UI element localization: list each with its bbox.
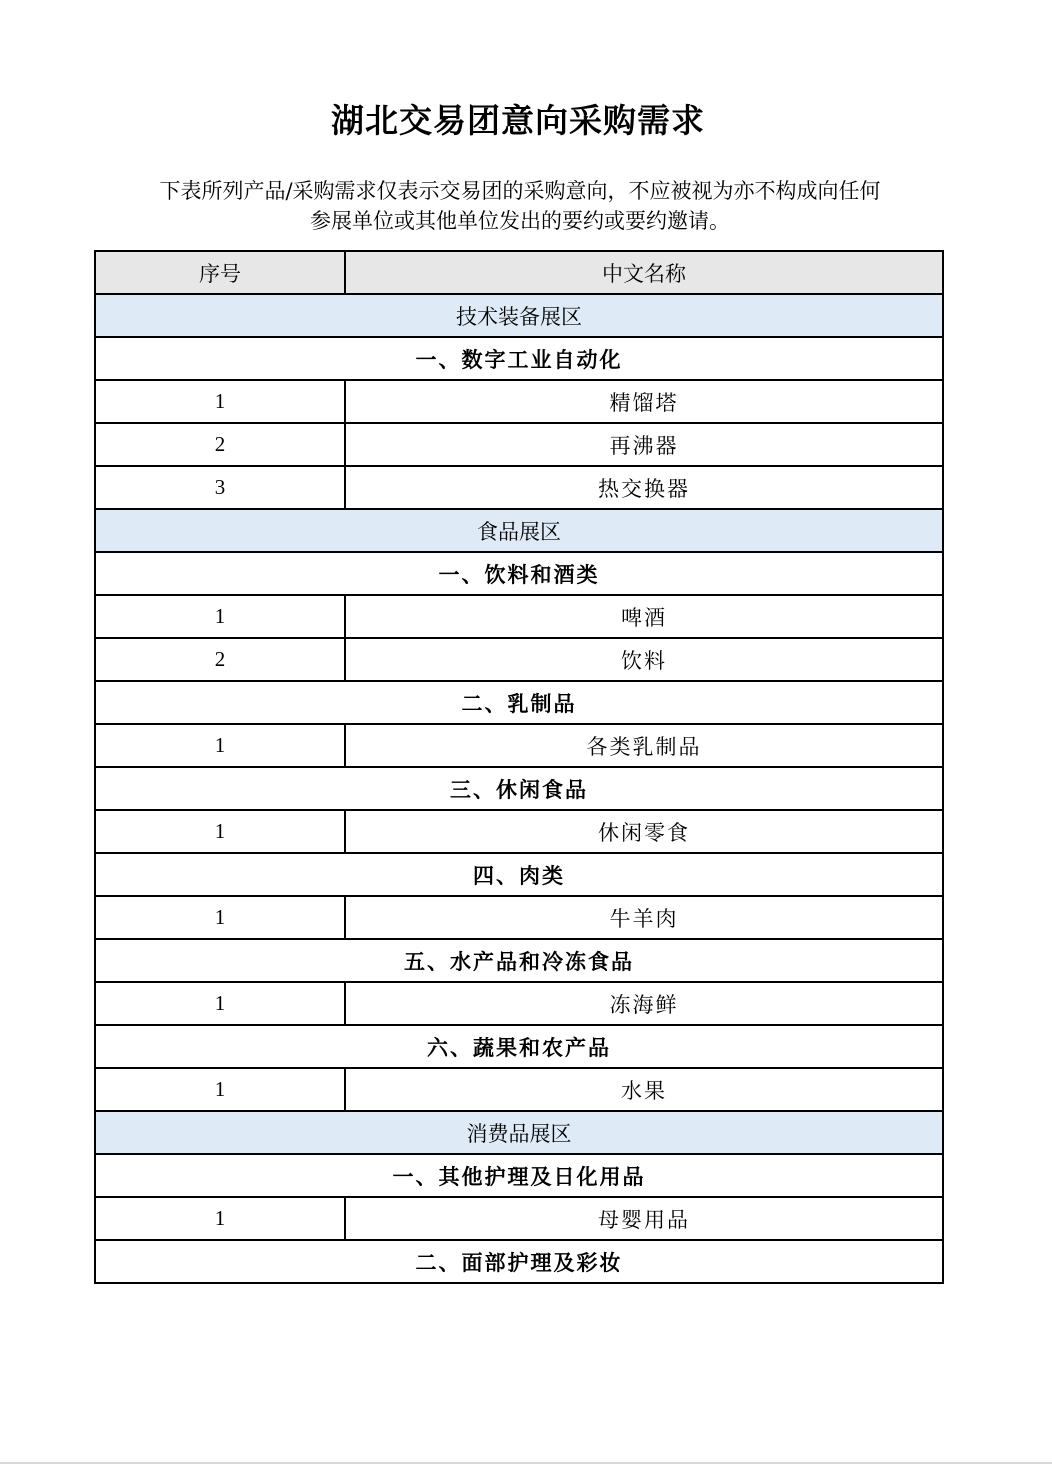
category-row: [95, 853, 943, 896]
header-chinese-name: 中文名称: [345, 251, 943, 294]
item-serial-number: 1: [95, 724, 345, 767]
item-serial-number: 1: [95, 595, 345, 638]
category-title: 二、面部护理及彩妆: [95, 1240, 943, 1283]
category-row: [95, 767, 943, 810]
table-row: [95, 896, 943, 939]
table-row: [95, 810, 943, 853]
page-title: 湖北交易团意向采购需求: [331, 101, 705, 140]
purchase-table: [94, 250, 944, 1284]
page-bottom-divider: [0, 1462, 1052, 1464]
item-name: 饮料: [345, 638, 943, 681]
zone-title: 食品展区: [95, 509, 943, 552]
zone-row: [95, 294, 943, 337]
table-header-row: [95, 251, 943, 294]
category-title: 三、休闲食品: [95, 767, 943, 810]
table-row: [95, 466, 943, 509]
zone-row: [95, 509, 943, 552]
table-body: [95, 294, 943, 1283]
item-name: 各类乳制品: [345, 724, 943, 767]
table-row: [95, 380, 943, 423]
item-name: 冻海鲜: [345, 982, 943, 1025]
table-row: [95, 724, 943, 767]
table-row: [95, 595, 943, 638]
item-serial-number: 3: [95, 466, 345, 509]
item-name: 精馏塔: [345, 380, 943, 423]
intro-paragraph: [96, 176, 944, 236]
category-row: [95, 337, 943, 380]
category-title: 五、水产品和冷冻食品: [95, 939, 943, 982]
category-row: [95, 681, 943, 724]
item-serial-number: 2: [95, 638, 345, 681]
item-serial-number: 1: [95, 982, 345, 1025]
category-row: [95, 552, 943, 595]
item-serial-number: 2: [95, 423, 345, 466]
item-serial-number: 1: [95, 1197, 345, 1240]
category-title: 四、肉类: [95, 853, 943, 896]
category-row: [95, 1154, 943, 1197]
category-title: 一、数字工业自动化: [95, 337, 943, 380]
item-name: 母婴用品: [345, 1197, 943, 1240]
category-row: [95, 1240, 943, 1283]
item-name: 牛羊肉: [345, 896, 943, 939]
table-row: [95, 982, 943, 1025]
table-row: [95, 423, 943, 466]
item-name: 热交换器: [345, 466, 943, 509]
item-name: 再沸器: [345, 423, 943, 466]
item-serial-number: 1: [95, 810, 345, 853]
category-title: 二、乳制品: [95, 681, 943, 724]
item-serial-number: 1: [95, 380, 345, 423]
zone-title: 消费品展区: [95, 1111, 943, 1154]
item-serial-number: 1: [95, 896, 345, 939]
intro-line-2: 参展单位或其他单位发出的要约或要约邀请。: [310, 209, 730, 233]
header-serial-number: 序号: [95, 251, 345, 294]
item-serial-number: 1: [95, 1068, 345, 1111]
category-title: 六、蔬果和农产品: [95, 1025, 943, 1068]
item-name: 水果: [345, 1068, 943, 1111]
table-row: [95, 1197, 943, 1240]
item-name: 休闲零食: [345, 810, 943, 853]
item-name: 啤酒: [345, 595, 943, 638]
table-row: [95, 638, 943, 681]
category-row: [95, 939, 943, 982]
zone-title: 技术装备展区: [95, 294, 943, 337]
zone-row: [95, 1111, 943, 1154]
category-title: 一、其他护理及日化用品: [95, 1154, 943, 1197]
table-row: [95, 1068, 943, 1111]
category-title: 一、饮料和酒类: [95, 552, 943, 595]
category-row: [95, 1025, 943, 1068]
intro-line-1: 下表所列产品/采购需求仅表示交易团的采购意向，不应被视为亦不构成向任何: [159, 179, 881, 203]
